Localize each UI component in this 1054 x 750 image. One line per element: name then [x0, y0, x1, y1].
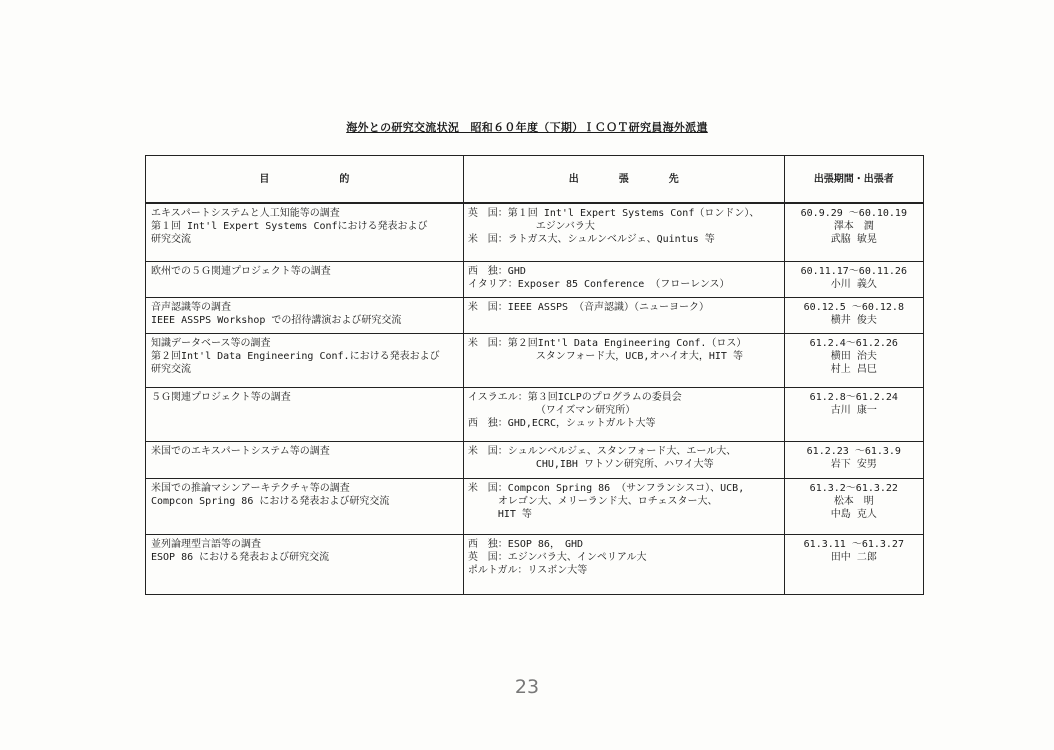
traveler-name: 村上 昌巳	[830, 363, 877, 375]
traveler-name: 松本 明	[833, 495, 874, 507]
destination-cell	[463, 333, 784, 387]
traveler-name: 田中 二郎	[830, 551, 877, 563]
table-row	[146, 534, 924, 594]
table-row	[146, 333, 924, 387]
purpose-cell	[146, 203, 464, 261]
purpose-line: IEEE ASSPS Workshop での招待講演および研究交流	[151, 314, 402, 326]
purpose-line: 米国での推論マシンアーキテクチャ等の調査	[151, 482, 350, 494]
purpose-line: 米国でのエキスパートシステム等の調査	[151, 446, 330, 458]
destination-line: 米 国：シュルンベルジェ、スタンフォード大、エール大、	[467, 446, 737, 458]
period-dates: 61.2.23 ～61.3.9	[806, 446, 901, 458]
purpose-line: エキスパートシステムと人工知能等の調査	[151, 208, 340, 219]
purpose-cell	[146, 388, 464, 442]
table-row	[146, 388, 924, 442]
table-row	[146, 442, 924, 478]
traveler-name: 中島 克人	[830, 508, 877, 520]
period-dates: 60.12.5 ～60.12.8	[803, 301, 904, 313]
purpose-line: ５Ｇ関連プロジェクト等の調査	[151, 392, 291, 404]
header-destination: 出 張 先	[463, 156, 784, 204]
period-cell	[784, 203, 923, 261]
table-row	[146, 261, 924, 297]
traveler-name: 岩下 安男	[830, 459, 877, 471]
destination-cell	[463, 203, 784, 261]
destination-line: 米 国：Compcon Spring 86 （サンフランシスコ）、UCB,	[467, 482, 745, 494]
page-number: 23	[514, 676, 540, 698]
period-dates: 61.2.4～61.2.26	[809, 337, 898, 349]
period-dates: 61.3.2～61.3.22	[809, 482, 898, 494]
destination-line: 西 独：GHD	[467, 265, 526, 277]
destination-line: ポルトガル：リスボン大等	[467, 564, 588, 576]
purpose-line: 欧州での５Ｇ関連プロジェクト等の調査	[151, 265, 331, 277]
destination-line: 西 独：GHD,ECRC，シュットガルト大等	[467, 418, 656, 430]
destination-line: オレゴン大、メリーランド大、ロチェスター大、	[497, 495, 718, 507]
period-cell	[784, 297, 923, 333]
purpose-cell	[146, 478, 464, 534]
period-dates: 61.3.11 ～61.3.27	[803, 538, 904, 550]
traveler-name: 横田 治夫	[830, 350, 877, 362]
purpose-cell	[146, 442, 464, 478]
destination-line: スタンフォード大，UCB,オハイオ大，HIT 等	[535, 350, 743, 362]
destination-cell	[463, 388, 784, 442]
purpose-line: 第２回Int'l Data Engineering Conf.における発表および	[151, 350, 440, 362]
destination-line: 英 国：エジンバラ大、インペリアル大	[467, 551, 647, 563]
table-row	[146, 203, 924, 261]
destination-line: 西 独：ESOP 86， GHD	[467, 538, 584, 550]
purpose-line: 知識データベース等の調査	[151, 337, 271, 349]
header-purpose: 目 的	[146, 156, 464, 204]
destination-cell	[463, 534, 784, 594]
destination-line: イタリア：Exposer 85 Conference （フローレンス）	[467, 278, 730, 290]
destination-line: CHU,IBH ワトソン研究所、ハワイ大等	[535, 459, 714, 471]
period-cell	[784, 442, 923, 478]
purpose-line: 研究交流	[151, 234, 191, 245]
purpose-line: 並列論理型言語等の調査	[151, 538, 261, 550]
purpose-cell	[146, 333, 464, 387]
destination-line: （ワイズマン研究所）	[535, 405, 636, 417]
traveler-name: 武脇 敏晃	[830, 234, 877, 245]
purpose-line: 第１回 Int'l Expert Systems Confにおける発表および	[151, 221, 428, 232]
period-cell	[784, 333, 923, 387]
period-cell	[784, 534, 923, 594]
table-row	[146, 478, 924, 534]
destination-line: 米 国：第２回Int'l Data Engineering Conf.（ロス）	[467, 337, 747, 349]
purpose-cell	[146, 261, 464, 297]
destination-line: エジンバラ大	[535, 221, 595, 232]
period-dates: 60.11.17～60.11.26	[800, 265, 907, 277]
period-cell	[784, 478, 923, 534]
traveler-name: 澤本 潤	[833, 221, 874, 232]
purpose-cell	[146, 534, 464, 594]
traveler-name: 横井 俊夫	[830, 314, 877, 326]
exchange-table	[145, 155, 924, 595]
period-dates: 61.2.8～61.2.24	[809, 392, 898, 404]
purpose-cell	[146, 297, 464, 333]
page-title: 海外との研究交流状況 昭和６０年度（下期）ＩＣＯＴ研究員海外派遣	[346, 121, 708, 134]
header-period: 出張期間・出張者	[784, 156, 923, 204]
purpose-line: Compcon Spring 86 における発表および研究交流	[151, 495, 390, 507]
destination-line: 米 国：IEEE ASSPS （音声認識）（ニューヨーク）	[467, 301, 710, 313]
purpose-line: 研究交流	[151, 363, 191, 375]
period-cell	[784, 261, 923, 297]
table-header-row	[146, 156, 924, 204]
table-row	[146, 297, 924, 333]
traveler-name: 小川 義久	[830, 278, 877, 290]
traveler-name: 古川 康一	[830, 405, 877, 417]
destination-line: イスラエル：第３回ICLPのプログラムの委員会	[467, 392, 682, 404]
period-cell	[784, 388, 923, 442]
destination-cell	[463, 261, 784, 297]
destination-line: HIT 等	[497, 508, 532, 520]
period-dates: 60.9.29 ～60.10.19	[800, 208, 907, 219]
purpose-line: ESOP 86 における発表および研究交流	[151, 551, 330, 563]
destination-line: 米 国：ラトガス大、シュルンベルジェ、Quintus 等	[467, 234, 715, 245]
destination-cell	[463, 478, 784, 534]
purpose-line: 音声認識等の調査	[151, 301, 231, 313]
destination-cell	[463, 297, 784, 333]
destination-cell	[463, 442, 784, 478]
destination-line: 英 国：第１回 Int'l Expert Systems Conf（ロンドン）、	[467, 208, 760, 219]
